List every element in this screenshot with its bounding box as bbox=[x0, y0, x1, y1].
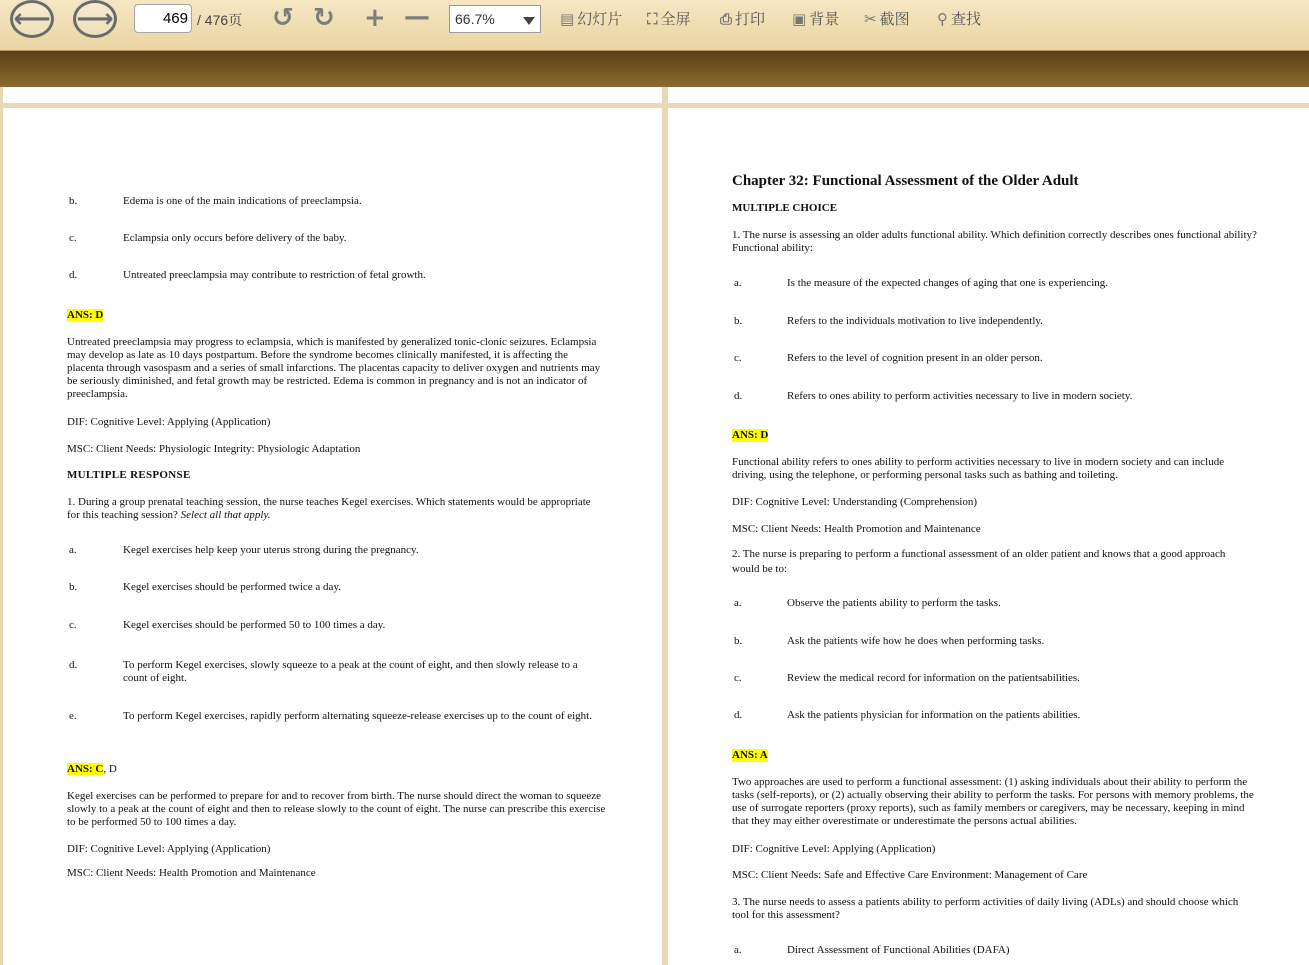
option-letter: c. bbox=[69, 232, 77, 244]
option-text: Eclampsia only occurs before delivery of the baby. bbox=[123, 232, 347, 244]
option-letter: a. bbox=[734, 597, 742, 609]
print-button[interactable] bbox=[720, 8, 765, 29]
dif-line: DIF: Cognitive Level: Applying (Application) bbox=[67, 843, 271, 855]
dif-line: DIF: Cognitive Level: Applying (Application) bbox=[732, 843, 936, 855]
option-text: Review the medical record for information on the patientsabilities. bbox=[787, 672, 1080, 684]
zoom-value: 66.7% bbox=[455, 11, 495, 27]
option-letter: a. bbox=[734, 277, 742, 289]
option-letter: d. bbox=[734, 709, 743, 721]
rationale: Functional ability refers to ones ability to perform activities necessary to live in modern society and can include driving, using the telephone, or performing personal tasks such as bathing and toileting. bbox=[732, 456, 1225, 481]
option-text: Refers to the level of cognition present in an older person. bbox=[787, 352, 1043, 364]
screenshot-button[interactable] bbox=[864, 8, 910, 29]
search-icon: ⚲ bbox=[937, 9, 948, 28]
background-icon: ▣ bbox=[792, 9, 807, 28]
option-letter: e. bbox=[69, 710, 77, 722]
option-text: Ask the patients physician for information on the patients abilities. bbox=[787, 709, 1081, 721]
option-letter: b. bbox=[69, 581, 78, 593]
fullscreen-button[interactable] bbox=[647, 8, 691, 29]
arrow-left-icon: ⟵ bbox=[13, 4, 51, 34]
rationale: Untreated preeclampsia may progress to eclampsia, which is manifested by generalized tonic-clonic seizures. Eclampsia may develop as late as 10 days postpartum. Before the syndrome becomes clinically manifested, it is affecting the placenta through vasospasm and a series of small infarctions. The placentas capacity to deliver oxygen and nutrients may be seriously diminished, and fetal growth may be restricted. Edema is common in pregnancy and is not an indicator of preeclampsia. bbox=[67, 336, 601, 400]
option-letter: c. bbox=[734, 352, 742, 364]
dif-line: DIF: Cognitive Level: Applying (Application) bbox=[67, 416, 271, 428]
answer-label: ANS: C bbox=[67, 763, 104, 775]
page-total: / 476页 bbox=[197, 12, 243, 28]
option-letter: c. bbox=[734, 672, 742, 684]
fullscreen-icon: ⛶ bbox=[647, 9, 658, 28]
option-text: Kegel exercises should be performed 50 to 100 times a day. bbox=[123, 619, 386, 631]
option-letter: c. bbox=[69, 619, 77, 631]
option-letter: b. bbox=[734, 635, 743, 647]
msc-line: MSC: Client Needs: Physiologic Integrity: Physiologic Adaptation bbox=[67, 443, 361, 455]
print-label: 打印 bbox=[735, 10, 766, 28]
answer-extra: , D bbox=[103, 763, 117, 775]
background-button[interactable] bbox=[792, 8, 839, 29]
option-letter: b. bbox=[734, 315, 743, 327]
option-text: Kegel exercises help keep your uterus strong during the pregnancy. bbox=[123, 544, 419, 556]
option-text: Edema is one of the main indications of preeclampsia. bbox=[123, 195, 362, 207]
question-text: 1. The nurse is assessing an older adults functional ability. Which definition correctly describes ones functional ability? Functional ability: bbox=[732, 229, 1257, 254]
option-letter: a. bbox=[734, 944, 742, 956]
option-text: Refers to the individuals motivation to live independently. bbox=[787, 315, 1043, 327]
section-heading: MULTIPLE RESPONSE bbox=[67, 469, 191, 481]
option-text: To perform Kegel exercises, slowly squeeze to a peak at the count of eight, and then slowly release to a count of eight. bbox=[123, 659, 578, 684]
rationale: Two approaches are used to perform a functional assessment: (1) asking individuals about their ability to perform the tasks (self-reports), or (2) actually observing their ability to perform the tasks. For persons with memory problems, the use of surrogate reporters (proxy reports), such as family members or caregivers, may be necessary, keeping in mind that they may either overestimate or underestimate the persons actual abilities. bbox=[732, 776, 1254, 827]
option-letter: a. bbox=[69, 544, 77, 556]
question-text bbox=[67, 496, 597, 522]
msc-line: MSC: Client Needs: Health Promotion and Maintenance bbox=[67, 867, 316, 879]
fullscreen-label: 全屏 bbox=[660, 10, 691, 28]
option-text: Observe the patients ability to perform the tasks. bbox=[787, 597, 1001, 609]
option-text: Direct Assessment of Functional Abilities (DAFA) bbox=[787, 944, 1010, 956]
scissors-icon: ✂ bbox=[864, 9, 877, 28]
question-text: 2. The nurse is preparing to perform a functional assessment of an older patient and knows that a good approach would be to: bbox=[732, 548, 1226, 575]
option-text: Ask the patients wife how he does when performing tasks. bbox=[787, 635, 1045, 647]
find-button[interactable] bbox=[937, 8, 981, 29]
zoom-select[interactable] bbox=[449, 5, 541, 33]
forward-button[interactable] bbox=[73, 0, 117, 38]
slideshow-label: 幻灯片 bbox=[577, 10, 623, 28]
dif-line: DIF: Cognitive Level: Understanding (Comprehension) bbox=[732, 496, 978, 508]
chapter-title: Chapter 32: Functional Assessment of the Older Adult bbox=[732, 173, 1079, 189]
msc-line: MSC: Client Needs: Safe and Effective Care Environment: Management of Care bbox=[732, 869, 1088, 881]
background-label: 背景 bbox=[809, 10, 840, 28]
msc-line: MSC: Client Needs: Health Promotion and Maintenance bbox=[732, 523, 981, 535]
printer-icon: ⎙ bbox=[720, 9, 733, 28]
projector-icon: ▤ bbox=[560, 9, 575, 28]
rotate-right-icon[interactable]: ↻ bbox=[313, 3, 335, 33]
previous-page-right bbox=[668, 87, 1309, 103]
toolbar bbox=[0, 0, 1309, 51]
section-heading: MULTIPLE CHOICE bbox=[732, 202, 838, 214]
answer-label: ANS: A bbox=[732, 749, 768, 761]
chevron-down-icon bbox=[523, 17, 535, 25]
option-letter: b. bbox=[69, 195, 78, 207]
option-text: Kegel exercises should be performed twice a day. bbox=[123, 581, 341, 593]
previous-page-left bbox=[3, 87, 662, 103]
answer-line bbox=[67, 763, 117, 776]
page-number-input[interactable] bbox=[134, 4, 192, 33]
option-text: Refers to ones ability to perform activities necessary to live in modern society. bbox=[787, 390, 1133, 402]
option-text: Is the measure of the expected changes of aging that one is experiencing. bbox=[787, 277, 1109, 289]
rotate-left-icon[interactable]: ↺ bbox=[272, 3, 294, 33]
option-text: To perform Kegel exercises, rapidly perform alternating squeeze-release exercises up to the count of eight. bbox=[123, 710, 592, 722]
toolbar-shadow-bar bbox=[0, 51, 1309, 87]
option-text: Untreated preeclampsia may contribute to restriction of fetal growth. bbox=[123, 269, 426, 281]
find-label: 查找 bbox=[951, 10, 982, 28]
rationale: Kegel exercises can be performed to prepare for and to recover from birth. The nurse should direct the woman to squeeze slowly to a peak at the count of eight and then to release slowly to the count of eight. The nurse can prescribe this exercise to be performed 50 to 100 times a day. bbox=[67, 790, 606, 828]
page-right bbox=[668, 108, 1309, 965]
page-left bbox=[3, 108, 662, 965]
slideshow-button[interactable] bbox=[560, 8, 622, 29]
answer-label: ANS: D bbox=[67, 309, 104, 321]
zoom-in-icon[interactable]: + bbox=[364, 3, 386, 33]
option-letter: d. bbox=[69, 269, 78, 281]
question-stem: 1. During a group prenatal teaching session, the nurse teaches Kegel exercises. Which statements would be appropriate for this teaching session? bbox=[67, 496, 591, 521]
screenshot-label: 截图 bbox=[879, 10, 910, 28]
question-note: Select all that apply. bbox=[180, 509, 271, 521]
zoom-out-icon[interactable]: — bbox=[404, 2, 430, 32]
back-button[interactable] bbox=[10, 0, 54, 38]
answer-label: ANS: D bbox=[732, 429, 769, 441]
option-letter: d. bbox=[734, 390, 743, 402]
question-text: 3. The nurse needs to assess a patients ability to perform activities of daily living (ADLs) and should choose which tool for this assessment? bbox=[732, 896, 1239, 921]
arrow-right-icon: ⟶ bbox=[76, 4, 114, 34]
option-letter: d. bbox=[69, 659, 78, 671]
